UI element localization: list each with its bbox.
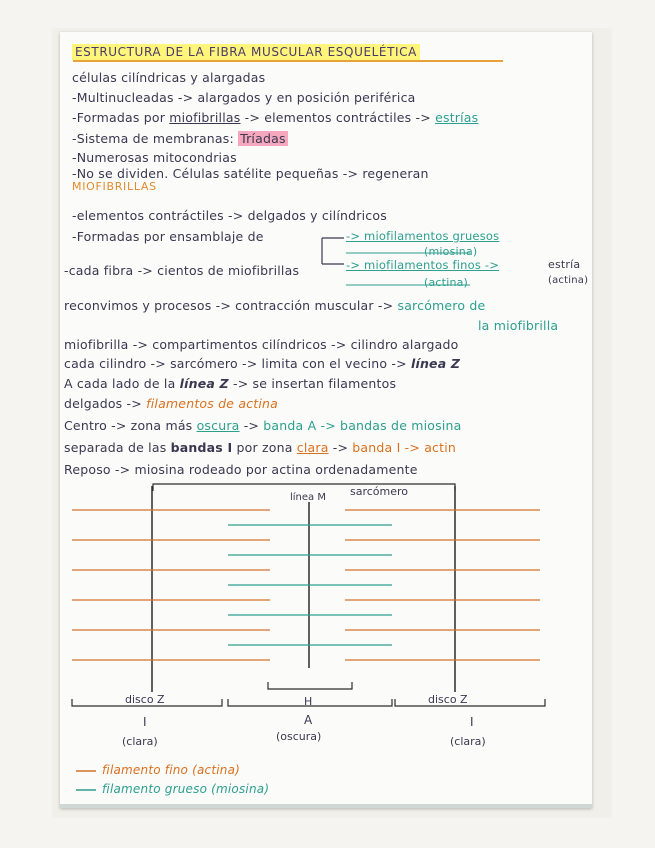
body-line-3-a: cada cilindro -> sarcómero -> limita con el vecino -> [64,356,411,371]
body-line-6-banda-a: banda A [263,418,317,433]
intro-line-5: -Numerosas mitocondrias [72,150,237,165]
h-label: H [304,695,313,708]
intro-line-6: -No se dividen. Células satélite pequeñas -> regeneran [72,166,429,181]
i-left-label: I [143,715,147,729]
intro-line-1: células cilíndricas y alargadas [72,70,266,85]
body-line-4-c: -> se insertan filamentos [228,376,397,391]
h-bracket [268,682,352,689]
linea-m-label: línea M [290,492,326,503]
miofilamentos-finos: -> miofilamentos finos -> [346,258,500,272]
intro-line-3-miofibrillas: miofibrillas [169,110,241,125]
body-line-8: Reposo -> miosina rodeado por actina ordenadamente [64,462,418,477]
body-line-7-c: por zona [232,440,297,455]
miofibrillas-line-2: -Formadas por ensamblaje de [72,229,264,244]
body-line-3-linea-z: línea Z [410,356,461,371]
body-line-1-c: la miofibrilla [478,318,559,333]
disco-z-left-label: disco Z [125,693,165,706]
a-label: A [304,713,313,727]
body-line-7-banda-i: banda I -> actin [352,440,457,455]
miofilamentos-gruesos: -> miofilamentos gruesos [346,229,500,243]
miofibrillas-line-1: -elementos contráctiles -> delgados y cilíndricos [72,208,387,223]
legend-thin-label: filamento fino (actina) [102,763,241,777]
page-title: ESTRUCTURA DE LA FIBRA MUSCULAR ESQUELÉTICA [72,44,420,60]
intro-line-4-triadas: Tríadas [240,131,286,146]
miofibrillas-line-3: -cada fibra -> cientos de miofibrillas [64,263,300,278]
i-left-sub: (clara) [122,735,158,748]
body-line-2: miofibrilla -> compartimentos cilíndricos -> cilindro alargado [64,337,459,352]
intro-line-4-a: -Sistema de membranas: [72,131,239,146]
body-line-7-clara: clara [296,440,329,455]
body-line-6-a: Centro -> zona más [64,418,197,433]
body-line-6-e: -> bandas de miosina [316,418,462,433]
intro-line-3-estrias: estrías [435,110,479,125]
a-sub: (oscura) [276,730,322,743]
i-right-sub: (clara) [450,735,486,748]
body-line-1-sarcomero: sarcómero de [397,298,486,313]
body-line-4-linea-z: línea Z [179,376,229,391]
miofilamentos-finos-sub: (actina) [424,276,469,289]
i-right-label: I [470,715,474,729]
body-line-5-actina: filamentos de actina [146,396,279,411]
body-line-7-bandas: bandas I [170,440,233,455]
i-right-bracket [395,699,545,706]
body-line-6-c: -> [239,418,264,433]
miofibrillas-estria: estría [548,258,581,271]
section-heading-miofibrillas: MIOFIBRILLAS [72,180,157,193]
legend-thick-label: filamento grueso (miosina) [102,782,270,796]
thick-filaments [228,525,392,645]
body-line-7-e: -> [328,440,353,455]
disco-z-right-label: disco Z [428,693,468,706]
intro-line-3-c: -> elementos contráctiles -> [240,110,436,125]
miofibrillas-estria-sub: (actina) [548,275,589,286]
miofilamentos-gruesos-sub: (miosina) [424,245,478,258]
body-line-5-a: delgados -> [64,396,147,411]
intro-line-2: -Multinucleadas -> alargados y en posición periférica [72,90,416,105]
body-line-4-a: A cada lado de la [64,376,180,391]
body-line-6-oscura: oscura [196,418,240,433]
body-line-7-a: separada de las [64,440,171,455]
body-line-1-a: reconvimos y procesos -> contracción muscular -> [64,298,398,313]
sarcomero-label: sarcómero [350,485,409,498]
intro-line-3-a: -Formadas por [72,110,170,125]
